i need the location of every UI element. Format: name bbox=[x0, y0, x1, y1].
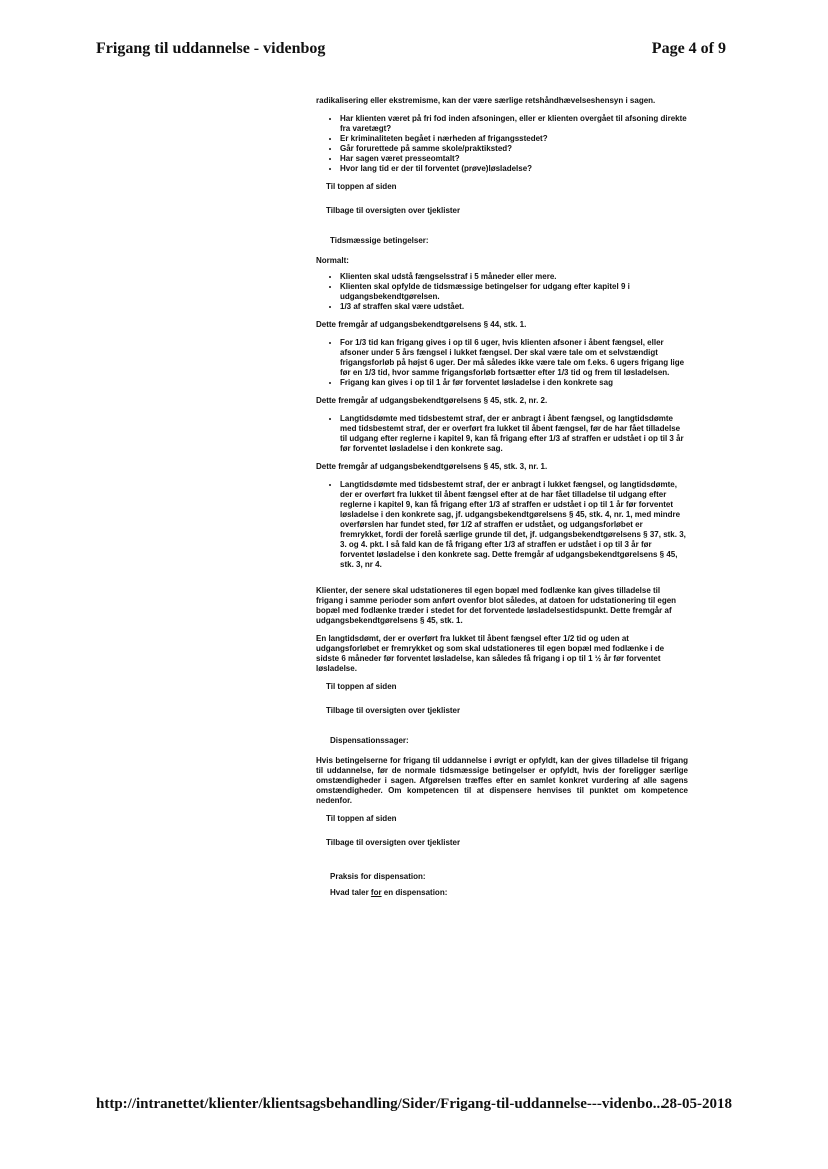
section-heading-dispensation: Dispensationssager: bbox=[330, 736, 409, 745]
conditions-list bbox=[316, 272, 688, 312]
list-item: • Frigang kan gives i op til 1 år før forventet løsladelse i den konkrete sag bbox=[340, 378, 688, 388]
link-back-to-checklists[interactable]: Tilbage til oversigten over tjeklister bbox=[326, 206, 461, 215]
list-item: • Er kriminaliteten begået i nærheden af frigangsstedet? bbox=[340, 134, 688, 144]
conditions-list bbox=[316, 414, 688, 454]
page-header-title: Frigang til uddannelse - videnbog bbox=[96, 40, 326, 57]
list-item: • Hvor lang tid er der til forventet (prøve)løsladelse? bbox=[340, 164, 688, 174]
legal-reference: Dette fremgår af udgangsbekendtgørelsens § 45, stk. 3, nr. 1. bbox=[316, 462, 548, 471]
question-text: Hvad taler bbox=[330, 888, 371, 897]
paragraph-langtidsdomt: En langtidsdømt, der er overført fra lukket til åbent fængsel efter 1/2 tid og uden at udgangsforløbet er fremrykket og som skal udstationeres til egen bopæl med fodlænke i de sidste 6 måneder før forventet løsladelse, kan således få frigang i op til 1 ½ år før forventet løsladelse. bbox=[316, 634, 665, 673]
intro-text: radikalisering eller ekstremisme, kan der være særlige retshåndhævelseshensyn i sagen. bbox=[316, 96, 656, 105]
list-item: • Går forurettede på samme skole/praktiksted? bbox=[340, 144, 688, 154]
section-heading-praksis: Praksis for dispensation: bbox=[330, 872, 426, 881]
paragraph-dispensation: Hvis betingelserne for frigang til uddannelse i øvrigt er opfyldt, kan der gives tilladelse til frigang til uddannelse, før de normale tidsmæssige betingelser er opfyldt, hvis der foreligger særlige omstændigheder i sagen. Afgørelsen træffes efter en samlet konkret vurdering af alle sagens omstændigheder. Om kompetencen til at dispensere henvises til punktet om kompetence nedenfor. bbox=[316, 756, 688, 805]
footer-date: 28-05-2018 bbox=[662, 1096, 732, 1112]
question-text: en dispensation: bbox=[381, 888, 448, 897]
link-to-top[interactable]: Til toppen af siden bbox=[326, 182, 397, 191]
list-item: • Klienten skal opfylde de tidsmæssige betingelser for udgang efter kapitel 9 i udgangsbekendtgørelsen. bbox=[340, 282, 688, 302]
list-item: • For 1/3 tid kan frigang gives i op til 6 uger, hvis klienten afsoner i åbent fængsel, eller afsoner under 5 års fængsel i lukket fængsel. Der skal være tale om et selvstændigt frigangsforløb på højst 6 uger. Der må således ikke være tale om f.eks. 6 ugers frigang lige før en 1/3 tid, hvor samme frigangsforløb fortsætter efter 1/3 tid og frem til løsladelsen. bbox=[340, 338, 688, 378]
legal-reference: Dette fremgår af udgangsbekendtgørelsens § 45, stk. 2, nr. 2. bbox=[316, 396, 548, 405]
link-back-to-checklists[interactable]: Tilbage til oversigten over tjeklister bbox=[326, 838, 461, 847]
section-heading-tidsmaessige: Tidsmæssige betingelser: bbox=[330, 236, 429, 245]
link-to-top[interactable]: Til toppen af siden bbox=[326, 814, 397, 823]
question-line bbox=[330, 888, 688, 898]
list-item: • Har klienten været på fri fod inden afsoningen, eller er klienten overgået til afsoning direkte fra varetægt? bbox=[340, 114, 688, 134]
legal-reference: Dette fremgår af udgangsbekendtgørelsens § 44, stk. 1. bbox=[316, 320, 527, 329]
link-to-top[interactable]: Til toppen af siden bbox=[326, 682, 397, 691]
paragraph-fodlaenke: Klienter, der senere skal udstationeres til egen bopæl med fodlænke kan gives tilladelse til frigang i samme perioder som anført ovenfor blot således, at datoen for udstationering til egen bopæl med fodlænke træder i stedet for det forventede løsladelsestidspunkt. Dette fremgår af udgangsbekendtgørelsens § 45, stk. 1. bbox=[316, 586, 677, 625]
footer-url: http://intranettet/klienter/klientsagsbehandling/Sider/Frigang-til-uddannelse---videnbo... bbox=[96, 1096, 664, 1112]
link-back-to-checklists[interactable]: Tilbage til oversigten over tjeklister bbox=[326, 706, 461, 715]
list-item: • Klienten skal udstå fængselsstraf i 5 måneder eller mere. bbox=[340, 272, 688, 282]
list-item: • 1/3 af straffen skal være udstået. bbox=[340, 302, 688, 312]
conditions-list bbox=[316, 480, 688, 570]
page-number: Page 4 of 9 bbox=[651, 40, 726, 57]
list-item: • Har sagen været presseomtalt? bbox=[340, 154, 688, 164]
question-emphasis: for bbox=[370, 888, 382, 897]
list-item: • Langtidsdømte med tidsbestemt straf, der er anbragt i lukket fængsel, og langtidsdømte, der er overført fra lukket til åbent fængsel efter at de har fået tilladelse til udgang efter reglerne i kapitel 9, kan få frigang efter 1/3 af straffen er udstået i op til 1 år før forventet løsladelse i den konkrete sag, jf. udgangsbekendtgørelsens § 45, stk. 4, nr. 1, med mindre overførslen har fundet sted, før 1/2 af straffen er udstået, og udgangsforløbet er fremrykket, fordi der forelå særlige grunde til det, jf. udgangsbekendtgørelsens § 37, stk. 3, 3. og 4. pkt. I så fald kan de få frigang efter 1/3 af straffen er udstået i op til 3 år før forventet løsladelse i den konkrete sag. Dette fremgår af udgangsbekendtgørelsens § 45, stk. 3, nr 4. bbox=[340, 480, 688, 570]
intro-checklist bbox=[316, 114, 688, 174]
subheading-normalt: Normalt: bbox=[316, 256, 349, 265]
conditions-list bbox=[316, 338, 688, 388]
list-item: • Langtidsdømte med tidsbestemt straf, der er anbragt i åbent fængsel, og langtidsdømte med tidsbestemt straf, der er overført fra lukket til åbent fængsel, før de har fået tilladelse til udgang efter reglerne i kapitel 9, kan få frigang efter 1/3 af straffen er udstået i op til 3 år før forventet løsladelse i den konkrete sag. bbox=[340, 414, 688, 454]
document-body bbox=[316, 96, 688, 898]
